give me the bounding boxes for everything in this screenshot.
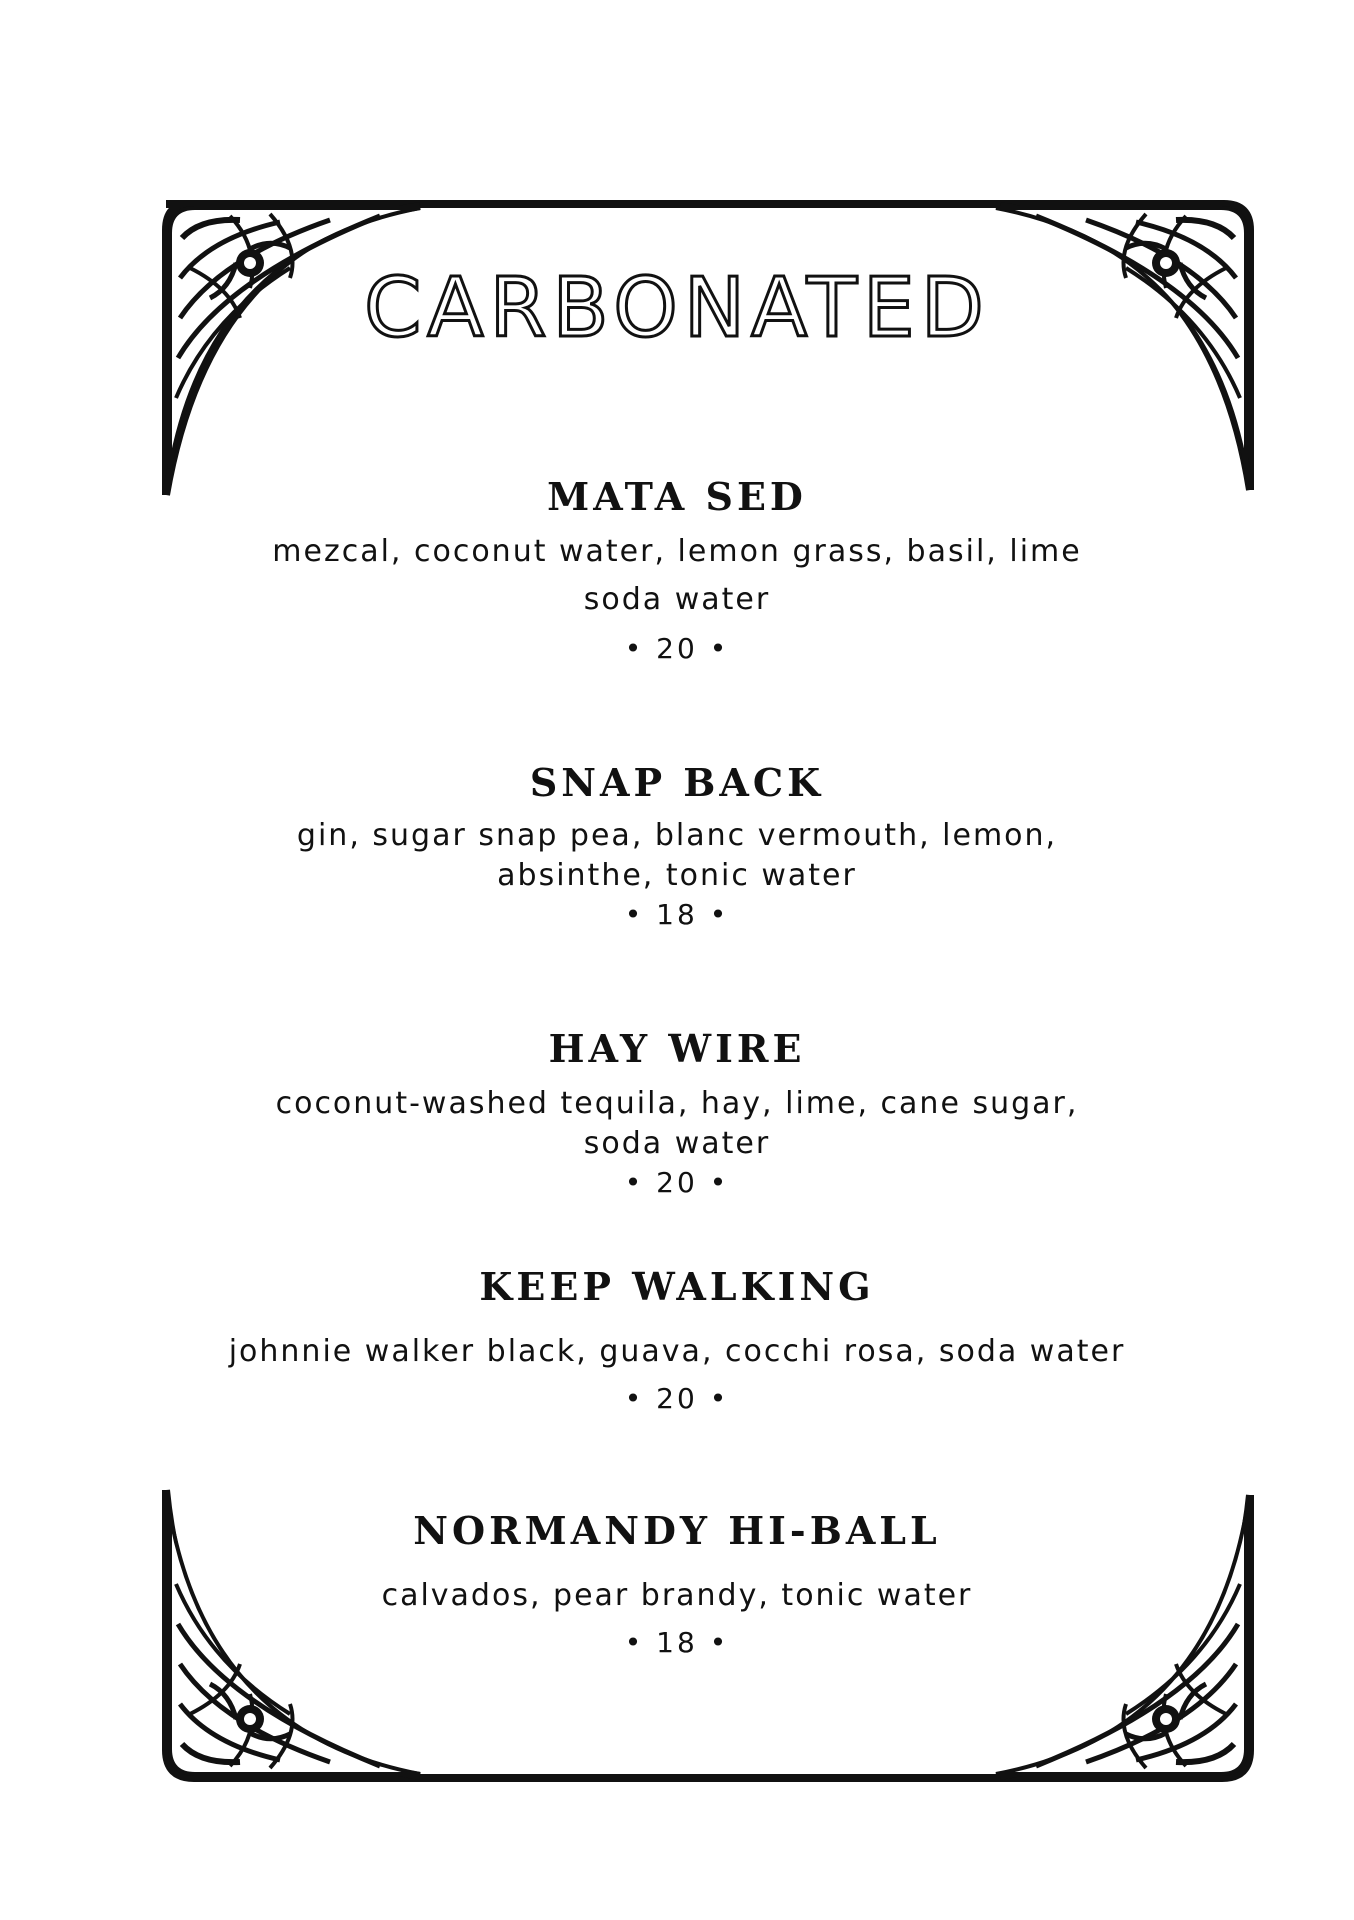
menu-item (0, 474, 1354, 665)
item-price: • 18 • (624, 1625, 730, 1659)
item-description (0, 1084, 1354, 1164)
menu-item (0, 1264, 1354, 1415)
item-name: NORMANDY HI-BALL (413, 1508, 941, 1553)
item-price: • 20 • (624, 1381, 730, 1415)
item-price: • 20 • (624, 631, 730, 665)
menu-item (0, 1026, 1354, 1199)
item-name: SNAP BACK (529, 760, 825, 805)
description-line: mezcal, coconut water, lemon grass, basil, lime (272, 533, 1082, 569)
item-name: HAY WIRE (548, 1026, 806, 1071)
description-line: absinthe, tonic water (497, 857, 857, 893)
description-line: calvados, pear brandy, tonic water (381, 1577, 973, 1613)
menu-item (0, 1508, 1354, 1659)
item-name: KEEP WALKING (479, 1264, 875, 1309)
description-line: coconut-washed tequila, hay, lime, cane sugar, (275, 1085, 1079, 1121)
description-line: soda water (583, 1125, 771, 1161)
item-description (0, 1330, 1354, 1374)
menu-title: CARBONATED (364, 261, 990, 356)
item-description (0, 528, 1354, 624)
item-price: • 18 • (624, 897, 730, 931)
description-line: gin, sugar snap pea, blanc vermouth, lemon, (296, 817, 1058, 853)
menu-item (0, 760, 1354, 931)
item-description (0, 1574, 1354, 1618)
item-price: • 20 • (624, 1165, 730, 1199)
description-line: soda water (583, 581, 771, 617)
item-name: MATA SED (547, 474, 807, 519)
item-description (0, 816, 1354, 896)
description-line: johnnie walker black, guava, cocchi rosa, soda water (228, 1333, 1126, 1369)
